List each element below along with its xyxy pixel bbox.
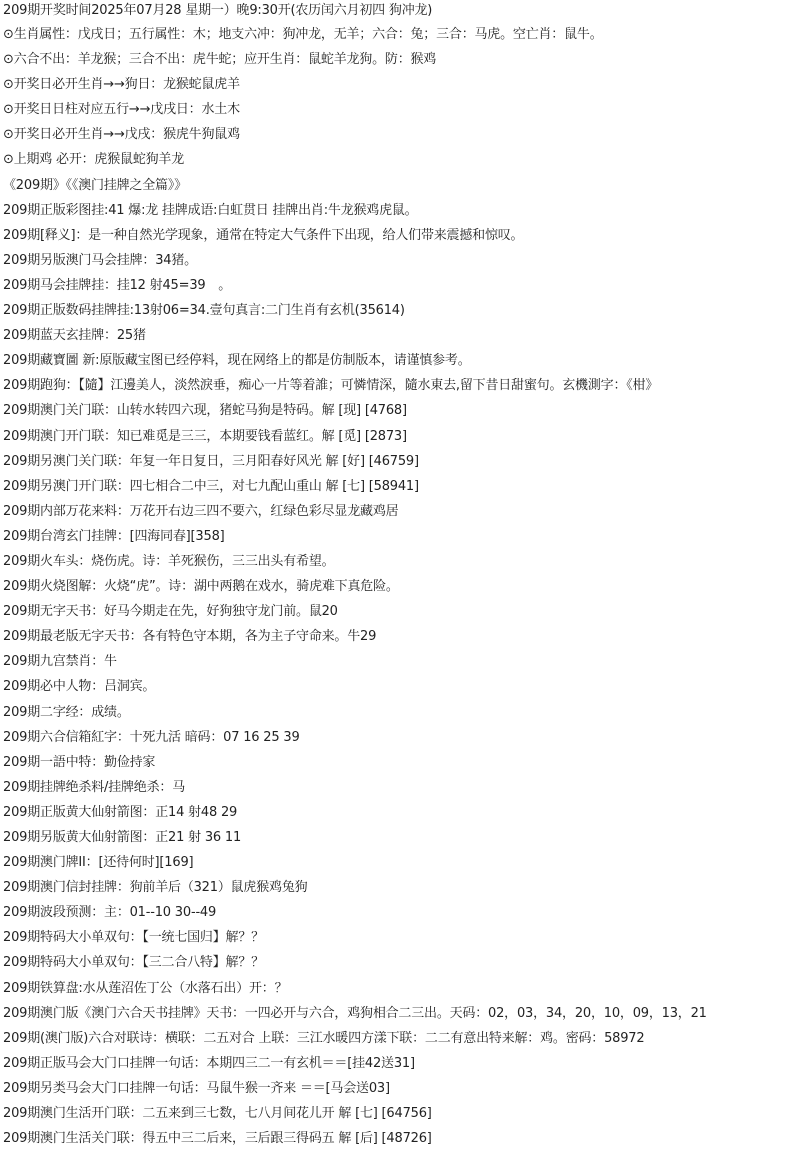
text-line: 209期正版黄大仙射箭图：正14 射48 29 xyxy=(3,804,238,820)
text-line: 209期澳门信封挂牌：狗前羊后（321）鼠虎猴鸡兔狗 xyxy=(3,880,308,896)
text-line: 209期澳门牌II：[还待何时][169] xyxy=(3,855,194,871)
text-line: 209期波段预测：主：01--10 30--49 xyxy=(3,905,217,921)
text-line: 209期澳门版《澳门六合天书挂牌》天书：一四必开与六合，鸡狗相合二三出。天码：02，03，34，20，10，09，13，21 xyxy=(3,1005,707,1021)
text-line: 209期二字经：成绩。 xyxy=(3,704,130,720)
day-pillar-five-elements: ⊙开奖日日柱对应五行→→戊戌日：水土木 xyxy=(3,102,240,118)
text-line: 209期藏寶圖 新:原版藏宝图已经停料，现在网络上的都是仿制版本，请谨慎参考。 xyxy=(3,353,471,369)
text-line: 209期正版马会大门口挂牌一句话：本期四三二一有玄机＝＝[挂42送31] xyxy=(3,1055,415,1071)
text-line: 209期六合信箱紅字：十死九活 暗码：07 16 25 39 xyxy=(3,729,300,745)
text-line: 209期挂牌绝杀料/挂牌绝杀：马 xyxy=(3,779,185,795)
text-line: 209期马会挂牌挂：挂12 射45=39 。 xyxy=(3,277,232,293)
text-line: 209期另澳门开门联：四七相合二中三，对七九配山重山 解 [七] [58941] xyxy=(3,478,419,494)
text-line: 209期澳门开门联：知已难觅是三三，本期要钱看蓝红。解 [觅] [2873] xyxy=(3,428,407,444)
text-line: 209期特码大小单双句：【三二合八特】解？？ xyxy=(3,955,264,971)
text-line: 209期另版澳门马会挂牌：34猪。 xyxy=(3,252,197,268)
text-line: 209期蓝天玄挂牌：25猪 xyxy=(3,328,146,344)
must-draw-dog-day: ⊙开奖日必开生肖→→狗日：龙猴蛇鼠虎羊 xyxy=(3,77,240,93)
must-draw-wuxu: ⊙开奖日必开生肖→→戊戌：猴虎牛狗鼠鸡 xyxy=(3,127,240,143)
text-line: 209期台湾玄门挂牌：[四海同春][358] xyxy=(3,528,225,544)
text-line: 209期跑狗：【隨】江邊美人，淡然淚垂，痴心一片等着誰；可憐情深，隨水東去,留下昔日甜蜜句。玄機測字：《柑》 xyxy=(3,378,659,394)
draw-date-line: 209期开奖时间2025年07月28 星期一）晚9:30开(农历闰六月初四 狗冲龙) xyxy=(3,3,433,18)
text-line: 209期铁算盘:水从莲沼佐丁公（水落石出）开：？ xyxy=(3,980,288,996)
text-line: 209期九宫禁肖：牛 xyxy=(3,654,117,670)
text-line: 209期澳门生活关门联：得五中三二后来，三后跟三得码五 解 [后] [48726] xyxy=(3,1131,432,1147)
text-line: 209期(澳门版)六合对联诗：横联：二五对合 上联：三江水暖四方漾下联：二二有意出特来解：鸡。密码：58972 xyxy=(3,1030,645,1046)
text-line: 209期火车头：烧伤虎。诗：羊死猴伤，三三出头有希望。 xyxy=(3,553,335,569)
text-line: 209期另澳门关门联：年复一年日复日，三月阳春好风光 解 [好] [46759] xyxy=(3,453,419,469)
text-line: 209期另版黄大仙射箭图：正21 射 36 11 xyxy=(3,830,242,845)
text-line: 209期特码大小单双句：【一统七国归】解？？ xyxy=(3,930,264,946)
text-line: 209期内部万花来料：万花开右边三四不要六，红绿色彩尽显龙藏鸡居 xyxy=(3,503,399,519)
liuhe-not-drawn: ⊙六合不出：羊龙猴；三合不出：虎牛蛇；应开生肖：鼠蛇羊龙狗。防：猴鸡 xyxy=(3,52,437,68)
zodiac-attributes: ⊙生肖属性：戊戌日；五行属性：木；地支六冲：狗冲龙，无羊；六合：兔；三合：马虎。空亡肖：鼠牛。 xyxy=(3,27,603,42)
last-period-rooster: ⊙上期鸡 必开：虎猴鼠蛇狗羊龙 xyxy=(3,152,185,168)
text-line: 209期一語中特：勤俭持家 xyxy=(3,754,156,770)
text-line: 209期澳门生活开门联：二五来到三七数，七八月间花儿开 解 [七] [64756] xyxy=(3,1106,432,1122)
section-heading: 《209期》《《澳门挂牌之全篇》》 xyxy=(3,177,187,193)
text-line: 209期[释义]：是一种自然光学现象，通常在特定大气条件下出现，给人们带来震撼和惊叹。 xyxy=(3,227,524,243)
text-line: 209期最老版无字天书：各有特色守本期，各为主子守命来。牛29 xyxy=(3,629,377,645)
text-line: 209期必中人物：吕洞宾。 xyxy=(3,679,156,695)
text-line: 209期另类马会大门口挂牌一句话：马鼠牛猴一齐来 ＝＝[马会送03] xyxy=(3,1080,390,1096)
text-line: 209期正版彩图挂:41 爆:龙 挂牌成语:白虹贯日 挂牌出肖:牛龙猴鸡虎鼠。 xyxy=(3,202,418,218)
text-line: 209期澳门关门联：山转水转四六现，猪蛇马狗是特码。解 [现] [4768] xyxy=(3,403,407,419)
text-line: 209期火烧图解：火烧“虎”。诗：湖中两鹅在戏水，骑虎难下真危险。 xyxy=(3,579,399,595)
text-line: 209期无字天书：好马今期走在先，好狗独守龙门前。鼠20 xyxy=(3,604,338,620)
text-line: 209期正版数码挂牌挂:13射06=34.壹句真言:二门生肖有玄机(35614) xyxy=(3,303,405,319)
